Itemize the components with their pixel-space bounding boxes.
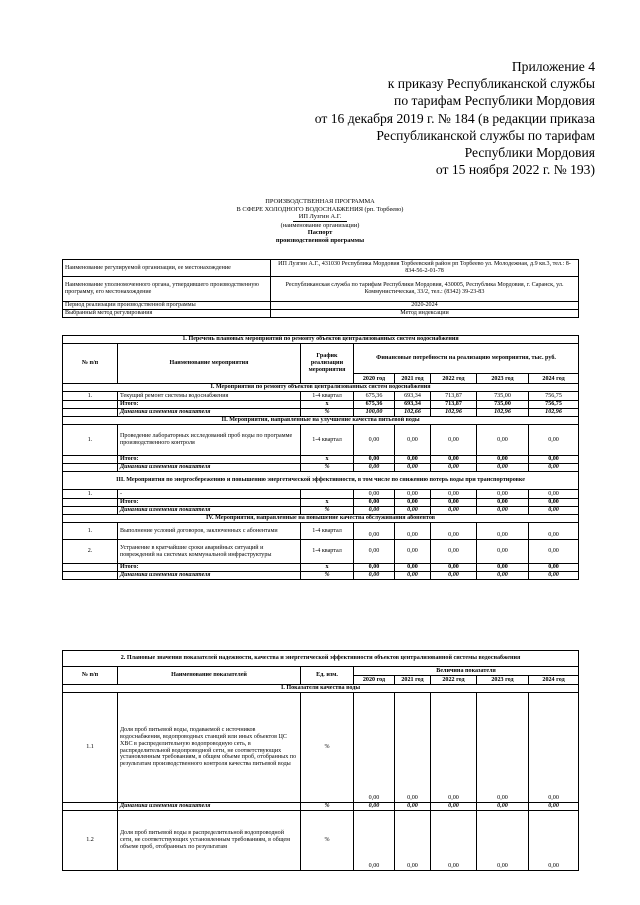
year-header: 2024 год bbox=[529, 374, 579, 384]
row-value: 0,00 bbox=[354, 523, 395, 540]
row-value: 0,00 bbox=[431, 523, 477, 540]
row-value: 0,00 bbox=[354, 490, 395, 499]
row-value: 0,00 bbox=[354, 693, 395, 803]
total-value: 0,00 bbox=[477, 499, 529, 507]
year-header: 2022 год bbox=[431, 374, 477, 384]
row-name: Проведение лабораторных исследований проб воды по программе производственного контроля bbox=[118, 425, 301, 456]
column-header-num: № п/п bbox=[63, 667, 118, 685]
passport-row bbox=[63, 260, 579, 277]
appendix-line: по тарифам Республики Мордовия bbox=[394, 93, 595, 109]
passport-value: Республиканская служба по тарифам Республики Мордовия, 430005, Республика Мордовия, г. Саранск, ул. Коммунистическая, 33/2, тел.: (8342) 39-23-83 bbox=[271, 277, 579, 302]
row-value: 0,00 bbox=[529, 523, 579, 540]
dynamics-label: Динамика изменения показателя bbox=[118, 507, 301, 515]
total-value: 0,00 bbox=[395, 564, 431, 572]
year-header: 2020 год bbox=[354, 374, 395, 384]
passport-subtitle: производственной программы bbox=[275, 236, 365, 244]
passport-table bbox=[62, 259, 579, 318]
dynamics-label: Динамика изменения показателя bbox=[118, 803, 301, 811]
total-value: 0,00 bbox=[431, 564, 477, 572]
table-row bbox=[63, 811, 579, 871]
total-value: 0,00 bbox=[395, 456, 431, 464]
year-header: 2020 год bbox=[354, 676, 395, 685]
row-value: 0,00 bbox=[477, 540, 529, 564]
dynamics-value: 0,00 bbox=[529, 464, 579, 472]
row-value: 0,00 bbox=[477, 811, 529, 871]
row-value: 0,00 bbox=[529, 693, 579, 803]
row-name: Устранение в кратчайшие сроки аварийных ситуаций и повреждений на системах коммунальной инфраструктуры bbox=[118, 540, 301, 564]
total-value: 0,00 bbox=[529, 456, 579, 464]
appendix-line: Республиканской службы по тарифам bbox=[376, 127, 595, 143]
row-value: 0,00 bbox=[477, 693, 529, 803]
dynamics-value: 0,00 bbox=[477, 507, 529, 515]
row-num: 1.2 bbox=[63, 811, 118, 871]
total-label: Итого: bbox=[118, 564, 301, 572]
passport-label: Выбранный метод регулирования bbox=[63, 310, 271, 318]
total-unit: х bbox=[301, 564, 354, 572]
dynamics-value: 0,00 bbox=[431, 464, 477, 472]
row-value: 713,87 bbox=[431, 392, 477, 401]
row-schedule: 1-4 квартал bbox=[301, 425, 354, 456]
total-label: Итого: bbox=[118, 456, 301, 464]
dynamics-row bbox=[63, 409, 579, 417]
total-value: 0,00 bbox=[354, 456, 395, 464]
total-label: Итого: bbox=[118, 499, 301, 507]
row-value: 0,00 bbox=[395, 425, 431, 456]
column-header-value: Величина показателя bbox=[354, 667, 579, 676]
year-header: 2022 год bbox=[431, 676, 477, 685]
dynamics-value: 102,96 bbox=[477, 409, 529, 417]
passport-label: Наименование уполномоченного органа, утвердившего производственную программу, его местонахождение bbox=[63, 277, 271, 302]
row-value: 0,00 bbox=[354, 811, 395, 871]
dynamics-value: 102,96 bbox=[529, 409, 579, 417]
table-row bbox=[63, 540, 579, 564]
dynamics-row bbox=[63, 803, 579, 811]
table-title: 1. Перечень плановых мероприятий по ремонту объектов централизованных систем водоснабжения bbox=[63, 336, 579, 344]
organization-caption: (наименование организации) bbox=[280, 221, 360, 229]
total-value: 675,36 bbox=[354, 401, 395, 409]
appendix-line: Приложение 4 bbox=[511, 59, 595, 74]
section-title: III. Мероприятия по энергосбережению и повышению энергетической эффективности, в том числе по снижению потерь воды при транспортировке bbox=[63, 472, 579, 490]
dynamics-value: 0,00 bbox=[431, 803, 477, 811]
organization-name: ИП Лузгин А.Г. bbox=[293, 213, 348, 222]
section-title: I. Показатели качества воды bbox=[63, 685, 579, 693]
dynamics-value: 0,00 bbox=[354, 464, 395, 472]
total-row bbox=[63, 499, 579, 507]
row-value: 675,36 bbox=[354, 392, 395, 401]
row-name: Доля проб питьевой воды в распределительной водопроводной сети, не соответствующих установленным требованиям, в общем объеме проб, отобранных по результатам bbox=[118, 811, 301, 871]
passport-value: Метод индексации bbox=[271, 310, 579, 318]
passport-value: ИП Лузгин А.Г., 431030 Республика Мордовия Торбеевский район рп Торбеево ул. Молодежная, д.9 кв.3, тел.: 8-834-56-2-01-78 bbox=[271, 260, 579, 277]
row-name: Доля проб питьевой воды, подаваемой с источников водоснабжения, водопроводных станций или иных объектов ЦС ХВС в распределительную водопроводную сеть, в распределительной водопроводной сети, не соответствующих установленным требованиям, в общем объеме проб, отобранных по результатам производственного контроля качества питьевой воды bbox=[118, 693, 301, 803]
dynamics-unit: % bbox=[301, 464, 354, 472]
total-row bbox=[63, 456, 579, 464]
row-value: 0,00 bbox=[431, 693, 477, 803]
row-value: 0,00 bbox=[431, 425, 477, 456]
row-value: 0,00 bbox=[529, 425, 579, 456]
table-row bbox=[63, 693, 579, 803]
row-value: 0,00 bbox=[477, 490, 529, 499]
row-value: 693,34 bbox=[395, 392, 431, 401]
row-value: 0,00 bbox=[395, 490, 431, 499]
total-value: 0,00 bbox=[529, 499, 579, 507]
row-num: 1.1 bbox=[63, 693, 118, 803]
row-name: Выполнение условий договоров, заключенных с абонентами bbox=[118, 523, 301, 540]
column-header-num: № п/п bbox=[63, 344, 118, 384]
dynamics-row bbox=[63, 572, 579, 580]
passport-label: Наименование регулируемой организации, ее местонахождение bbox=[63, 260, 271, 277]
dynamics-value: 0,00 bbox=[477, 572, 529, 580]
row-value: 0,00 bbox=[354, 540, 395, 564]
row-value: 756,75 bbox=[529, 392, 579, 401]
program-header bbox=[62, 198, 578, 245]
section-title: I. Мероприятия по ремонту объектов централизованных систем водоснабжения bbox=[63, 384, 579, 392]
year-header: 2023 год bbox=[477, 374, 529, 384]
row-schedule: 1-4 квартал bbox=[301, 523, 354, 540]
section-title: II. Мероприятия, направленные на улучшение качества питьевой воды bbox=[63, 417, 579, 425]
row-num: 1. bbox=[63, 392, 118, 401]
column-header-name: Наименование показателей bbox=[118, 667, 301, 685]
dynamics-value: 0,00 bbox=[477, 464, 529, 472]
total-value: 0,00 bbox=[529, 564, 579, 572]
dynamics-value: 0,00 bbox=[395, 464, 431, 472]
dynamics-unit: % bbox=[301, 572, 354, 580]
dynamics-value: 100,00 bbox=[354, 409, 395, 417]
passport-label: Период реализации производственной программы bbox=[63, 302, 271, 310]
appendix-line: от 15 ноября 2022 г. № 193) bbox=[435, 162, 595, 178]
total-unit: х bbox=[301, 401, 354, 409]
row-num: 2. bbox=[63, 540, 118, 564]
passport-title: Паспорт bbox=[307, 229, 333, 237]
dynamics-row bbox=[63, 464, 579, 472]
total-value: 0,00 bbox=[477, 564, 529, 572]
row-num: 1. bbox=[63, 490, 118, 499]
table-row bbox=[63, 425, 579, 456]
column-header-financial: Финансовые потребности на реализацию мероприятия, тыс. руб. bbox=[354, 344, 579, 374]
total-value: 756,75 bbox=[529, 401, 579, 409]
row-num: 1. bbox=[63, 425, 118, 456]
total-value: 0,00 bbox=[431, 499, 477, 507]
dynamics-value: 0,00 bbox=[354, 803, 395, 811]
row-value: 735,00 bbox=[477, 392, 529, 401]
dynamics-value: 0,00 bbox=[354, 572, 395, 580]
row-schedule bbox=[301, 490, 354, 499]
row-value: 0,00 bbox=[395, 811, 431, 871]
dynamics-value: 0,00 bbox=[529, 507, 579, 515]
total-value: 0,00 bbox=[395, 499, 431, 507]
total-value: 0,00 bbox=[354, 564, 395, 572]
dynamics-value: 0,00 bbox=[354, 507, 395, 515]
total-value: 0,00 bbox=[354, 499, 395, 507]
repair-activities-table bbox=[62, 335, 579, 580]
table-title: 2. Плановые значения показателей надежности, качества и энергетической эффективности объектов централизованной системы водоснабжения bbox=[63, 651, 579, 667]
passport-row bbox=[63, 302, 579, 310]
dynamics-unit: % bbox=[301, 803, 354, 811]
dynamics-value: 0,00 bbox=[395, 507, 431, 515]
dynamics-label: Динамика изменения показателя bbox=[118, 464, 301, 472]
dynamics-unit: % bbox=[301, 507, 354, 515]
total-value: 735,00 bbox=[477, 401, 529, 409]
year-header: 2023 год bbox=[477, 676, 529, 685]
dynamics-value: 0,00 bbox=[529, 803, 579, 811]
passport-row bbox=[63, 310, 579, 318]
column-header-schedule: График реализации мероприятия bbox=[301, 344, 354, 384]
table-row bbox=[63, 523, 579, 540]
program-subtitle: В СФЕРЕ ХОЛОДНОГО ВОДОСНАБЖЕНИЯ (рп. Торбеево) bbox=[236, 205, 404, 213]
program-title: ПРОИЗВОДСТВЕННАЯ ПРОГРАММА bbox=[265, 198, 375, 205]
table-row bbox=[63, 392, 579, 401]
appendix-header bbox=[315, 58, 595, 178]
row-value: 0,00 bbox=[431, 811, 477, 871]
year-header: 2024 год bbox=[529, 676, 579, 685]
table-row bbox=[63, 490, 579, 499]
total-value: 0,00 bbox=[431, 456, 477, 464]
row-value: 0,00 bbox=[395, 523, 431, 540]
total-unit: х bbox=[301, 456, 354, 464]
total-row bbox=[63, 401, 579, 409]
dynamics-value: 0,00 bbox=[395, 803, 431, 811]
dynamics-unit: % bbox=[301, 409, 354, 417]
appendix-line: Республики Мордовия bbox=[464, 145, 595, 161]
passport-value: 2020-2024 bbox=[271, 302, 579, 310]
section-title: IV. Мероприятия, направленные на повышение качества обслуживания абонентов bbox=[63, 515, 579, 523]
passport-row bbox=[63, 277, 579, 302]
total-label: Итого: bbox=[118, 401, 301, 409]
row-value: 0,00 bbox=[354, 425, 395, 456]
row-value: 0,00 bbox=[477, 523, 529, 540]
dynamics-value: 0,00 bbox=[431, 572, 477, 580]
row-value: 0,00 bbox=[477, 425, 529, 456]
row-value: 0,00 bbox=[529, 490, 579, 499]
row-name: - bbox=[118, 490, 301, 499]
row-schedule: 1-4 квартал bbox=[301, 392, 354, 401]
row-value: 0,00 bbox=[395, 540, 431, 564]
dynamics-value: 0,00 bbox=[529, 572, 579, 580]
total-value: 713,87 bbox=[431, 401, 477, 409]
year-header: 2021 год bbox=[395, 676, 431, 685]
column-header-name: Наименование мероприятия bbox=[118, 344, 301, 384]
dynamics-label: Динамика изменения показателя bbox=[118, 572, 301, 580]
row-value: 0,00 bbox=[529, 540, 579, 564]
dynamics-value: 102,66 bbox=[395, 409, 431, 417]
dynamics-label: Динамика изменения показателя bbox=[118, 409, 301, 417]
total-value: 0,00 bbox=[477, 456, 529, 464]
dynamics-value: 0,00 bbox=[477, 803, 529, 811]
appendix-line: от 16 декабря 2019 г. № 184 (в редакции приказа bbox=[314, 110, 595, 126]
total-value: 693,34 bbox=[395, 401, 431, 409]
row-value: 0,00 bbox=[395, 693, 431, 803]
row-value: 0,00 bbox=[431, 490, 477, 499]
row-value: 0,00 bbox=[431, 540, 477, 564]
row-unit: % bbox=[301, 693, 354, 803]
total-row bbox=[63, 564, 579, 572]
total-unit: х bbox=[301, 499, 354, 507]
dynamics-value: 0,00 bbox=[395, 572, 431, 580]
row-unit: % bbox=[301, 811, 354, 871]
dynamics-value: 0,00 bbox=[431, 507, 477, 515]
year-header: 2021 год bbox=[395, 374, 431, 384]
dynamics-row bbox=[63, 507, 579, 515]
row-name: Текущий ремонт системы водоснабжения bbox=[118, 392, 301, 401]
dynamics-value: 102,96 bbox=[431, 409, 477, 417]
row-schedule: 1-4 квартал bbox=[301, 540, 354, 564]
appendix-line: к приказу Республиканской службы bbox=[387, 76, 595, 92]
row-value: 0,00 bbox=[529, 811, 579, 871]
indicators-table bbox=[62, 650, 579, 871]
row-num: 1. bbox=[63, 523, 118, 540]
column-header-unit: Ед. изм. bbox=[301, 667, 354, 685]
